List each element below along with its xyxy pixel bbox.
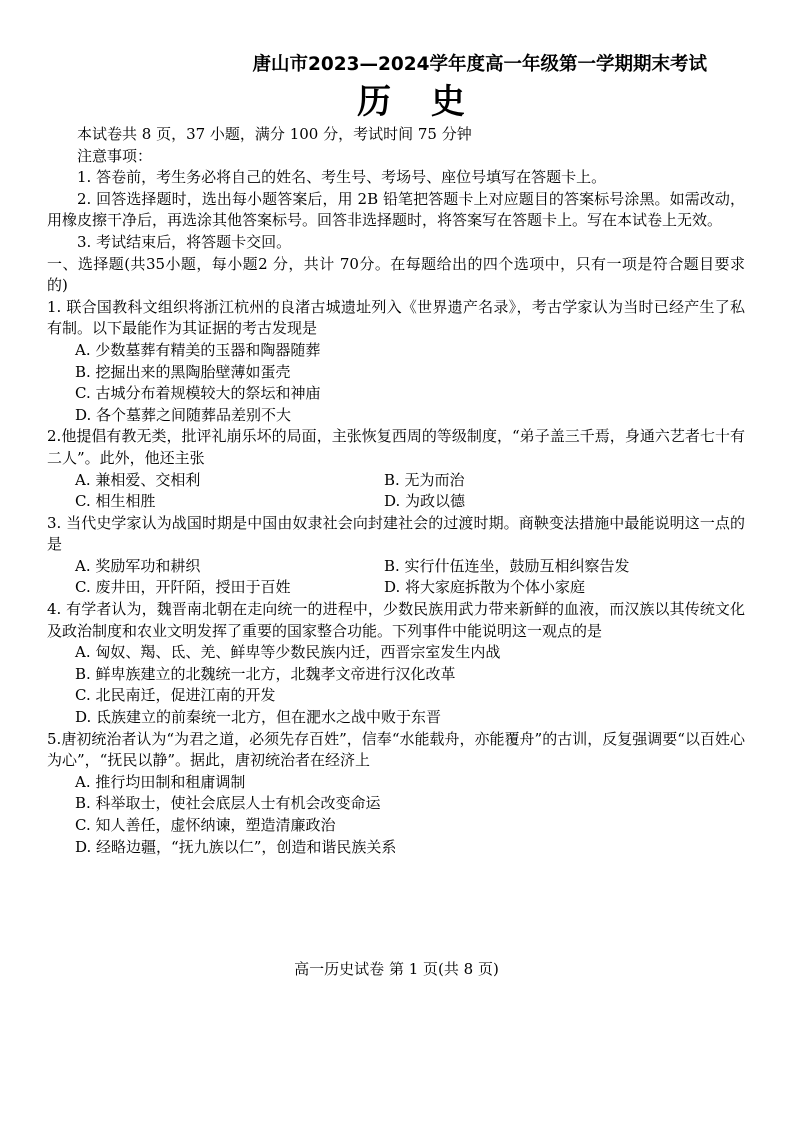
option-row (47, 470, 745, 492)
note-3: 3. 考试结束后，将答题卡交回。 (77, 232, 292, 251)
exam-page (47, 52, 745, 858)
section-heading: 一、选择题(共35小题，每小题2 分，共计 70分。在每题给出的四个选项中，只有一项是符合题目要求的) (47, 254, 745, 295)
question-stem: 4. 有学者认为，魏晋南北朝在走向统一的进程中，少数民族用武力带来新鲜的血液，而汉族以其传统文化及政治制度和农业文明发挥了重要的国家整合功能。下列事件中能说明这一观点的是 (47, 600, 745, 640)
note-2: 2. 回答选择题时，选出每小题答案后，用 2B 铅笔把答题卡上对应题目的答案标号涂黑。如需改动，用橡皮擦干净后，再选涂其他答案标号。回答非选择题时，将答案写在答题卡上。写在本试卷上无效。 (47, 189, 745, 230)
option-row (47, 556, 745, 578)
option-d: D. 各个墓葬之间随葬品差别不大 (75, 405, 292, 424)
option-d: D. 氐族建立的前秦统一北方，但在淝水之战中败于东晋 (75, 708, 442, 727)
option-row (47, 491, 745, 513)
exam-summary: 本试卷共 8 页，37 小题，满分 100 分，考试时间 75 分钟 (77, 125, 472, 143)
option-b: B. 挖掘出来的黑陶胎壁薄如蛋壳 (75, 362, 291, 381)
note-1: 1. 答卷前，考生务必将自己的姓名、考生号、考场号、座位号填写在答题卡上。 (77, 168, 607, 187)
option-d: D. 为政以德 (384, 492, 466, 511)
question-stem: 5.唐初统治者认为“为君之道，必须先存百姓”，信奉“水能载舟，亦能覆舟”的古训，反复强调要“以百姓心为心”，“抚民以静”。据此，唐初统治者在经济上 (47, 729, 745, 770)
question-4 (47, 599, 745, 729)
option-d: D. 将大家庭拆散为个体小家庭 (384, 578, 586, 597)
question-stem: 1. 联合国教科文组织将浙江杭州的良渚古城遗址列入《世界遗产名录》，考古学家认为当时已经产生了私有制。以下最能作为其证据的考古发现是 (47, 297, 745, 338)
subject-title: 历 史 (357, 82, 479, 122)
option-d: D. 经略边疆，“抚九族以仁”，创造和谐民族关系 (75, 837, 397, 856)
option-b: B. 科举取士，使社会底层人士有机会改变命运 (75, 794, 381, 813)
notes-title: 注意事项： (77, 146, 153, 165)
option-row (47, 577, 745, 599)
question-1 (47, 297, 745, 427)
option-c: C. 相生相胜 (75, 492, 156, 511)
option-a: A. 少数墓葬有精美的玉器和陶器随葬 (75, 340, 321, 359)
option-b: B. 无为而治 (384, 470, 465, 489)
option-a: A. 匈奴、羯、氐、羌、鲜卑等少数民族内迁，西晋宗室发生内战 (75, 643, 501, 662)
option-a: A. 兼相爱、交相利 (75, 470, 201, 489)
page-footer: 高一历史试卷 第 1 页(共 8 页) (294, 960, 499, 978)
question-2 (47, 426, 745, 512)
question-stem: 2.他提倡有教无类，批评礼崩乐坏的局面，主张恢复西周的等级制度，“弟子盖三千焉，身通六艺者七十有二人”。此外，他还主张 (47, 427, 745, 467)
exam-title: 唐山市2023—2024学年度高一年级第一学期期末考试 (252, 54, 707, 75)
option-c: C. 北民南迁，促进江南的开发 (75, 686, 276, 705)
option-b: B. 鲜卑族建立的北魏统一北方，北魏孝文帝进行汉化改革 (75, 664, 456, 683)
option-c: C. 废井田，开阡陌，授田于百姓 (75, 578, 291, 597)
option-a: A. 奖励军功和耕织 (75, 556, 201, 575)
question-5 (47, 729, 745, 859)
option-c: C. 知人善任，虚怀纳谏，塑造清廉政治 (75, 816, 336, 834)
option-c: C. 古城分布着规模较大的祭坛和神庙 (75, 384, 321, 403)
option-b: B. 实行什伍连坐，鼓励互相纠察告发 (384, 556, 630, 575)
question-3 (47, 513, 745, 599)
question-stem: 3. 当代史学家认为战国时期是中国由奴隶社会向封建社会的过渡时期。商鞅变法措施中最能说明这一点的是 (47, 513, 745, 554)
option-a: A. 推行均田制和租庸调制 (75, 772, 246, 791)
